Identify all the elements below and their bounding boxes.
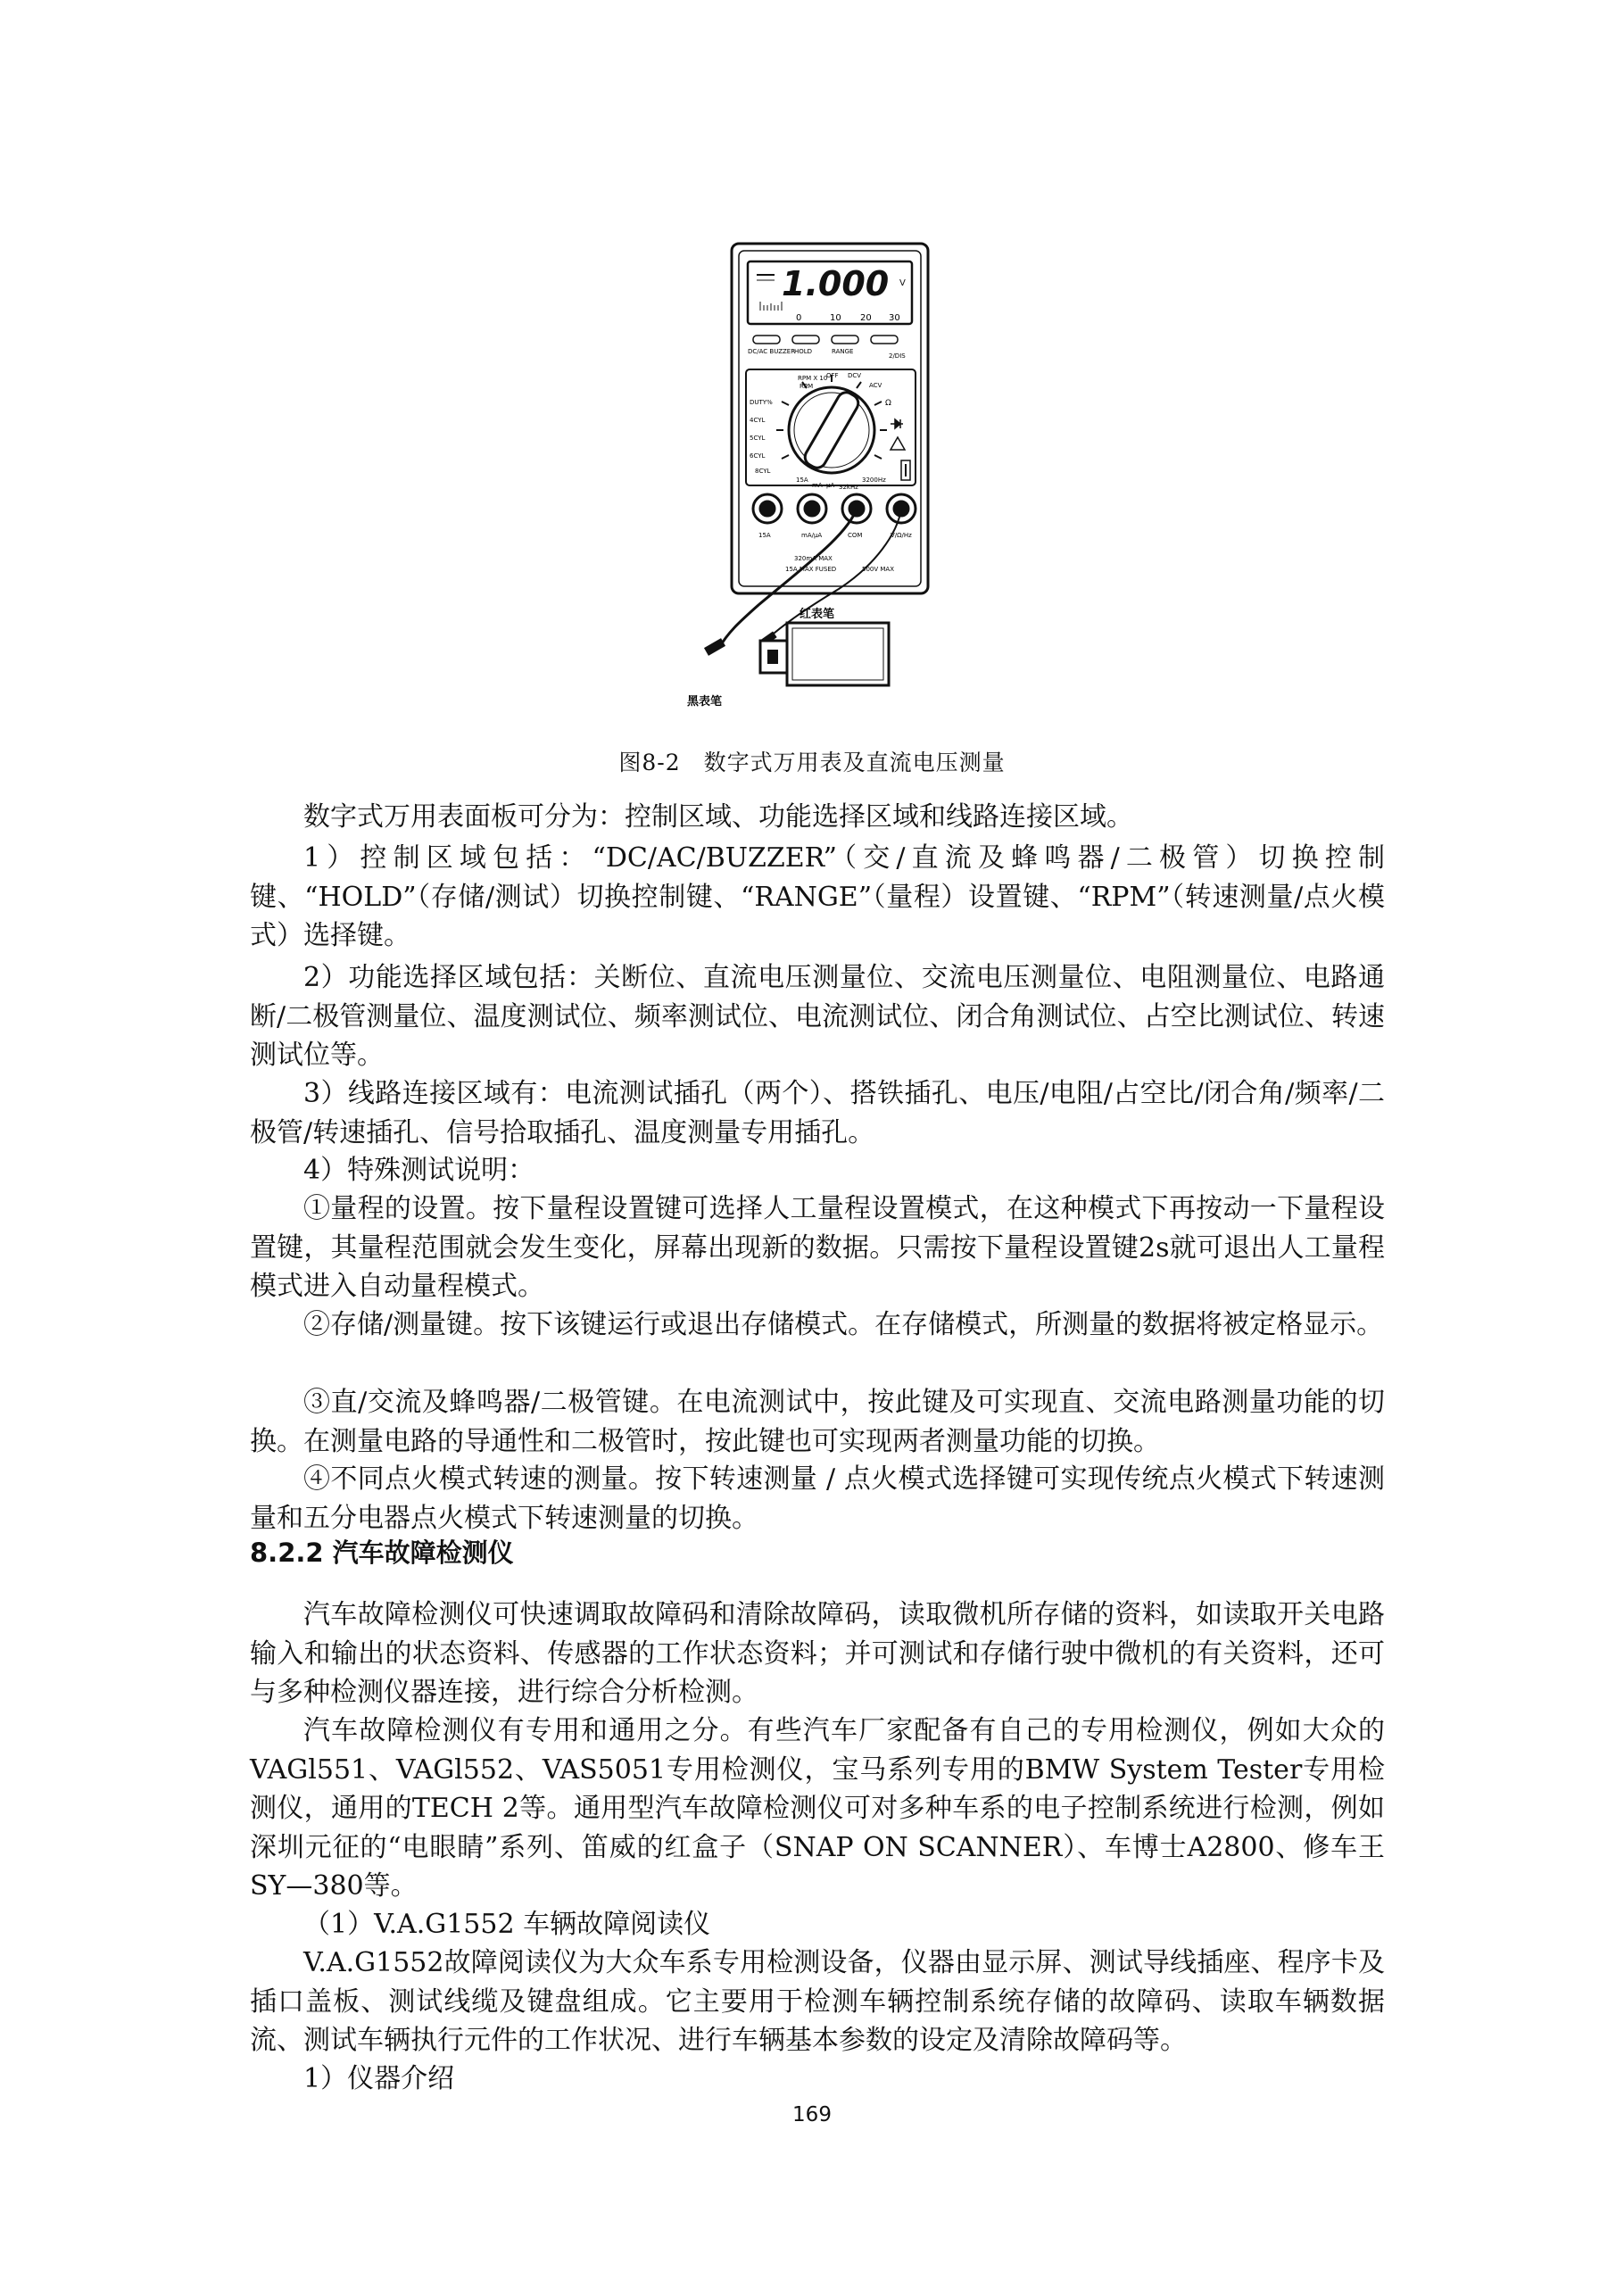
dial-label-8cyl: 8CYL bbox=[755, 468, 771, 475]
dial-label-4cyl: 4CYL bbox=[750, 417, 766, 424]
paragraph-connection-area: 3）线路连接区域有：电流测试插孔（两个）、搭铁插孔、电压/电阻/占空比/闭合角/频率/二极管/转速插孔、信号拾取插孔、温度测量专用插孔。 bbox=[250, 1078, 1385, 1148]
paragraph-vag1552-title: （1）V.A.G1552 车辆故障阅读仪 bbox=[303, 1909, 711, 1940]
dial-label-acv: ACV bbox=[869, 382, 882, 389]
jack-label-ma: mA/μA bbox=[801, 532, 823, 539]
dial-label-15a: 15A bbox=[796, 477, 808, 484]
dial-label-dcv: DCV bbox=[848, 372, 862, 379]
paragraph-scanner-types: 汽车故障检测仪有专用和通用之分。有些汽车厂家配备有自己的专用检测仪，例如大众的VAGl551、VAGl552、VAS5051专用检测仪，宝马系列专用的BMW System Tester专用检测仪，通用的TECH 2等。通用型汽车故障检测仪可对多种车系的电子控制系统进行检测，例如深圳元征的“电眼睛”系列、笛威的红盒子（SNAP ON SCANNER）、车博士A2800、修车王SY—380等。 bbox=[250, 1715, 1385, 1902]
warning-label-320ma: 320mA MAX bbox=[794, 555, 833, 562]
paragraph-scanner-intro: 汽车故障检测仪可快速调取故障码和清除故障码，读取微机所存储的资料，如读取开关电路输入和输出的状态资料、传感器的工作状态资料；并可测试和存储行驶中微机的有关资料，还可与多种检测仪器连接，进行综合分析检测。 bbox=[250, 1599, 1385, 1708]
dial-label-rpm: RPM bbox=[800, 383, 814, 390]
probe-label-black: 黑表笔 bbox=[687, 695, 723, 709]
paragraph-panel-areas: 数字式万用表面板可分为：控制区域、功能选择区域和线路连接区域。 bbox=[303, 801, 1133, 833]
warning-label-15a: 15A MAX FUSED bbox=[785, 566, 837, 573]
button-label-hold: HOLD bbox=[794, 348, 813, 355]
jack-label-15a: 15A bbox=[758, 532, 771, 539]
battery bbox=[787, 623, 889, 685]
dial-label-ohm: Ω bbox=[885, 399, 891, 408]
figure-caption: 图8-2 数字式万用表及直流电压测量 bbox=[618, 750, 1006, 775]
dial-label-ua: μA bbox=[826, 482, 835, 489]
paragraph-dcac-key: ③直/交流及蜂鸣器/二极管键。在电流测试中，按此键及可实现直、交流电路测量功能的切换。在测量电路的导通性和二极管时，按此键也可实现两者测量功能的切换。 bbox=[250, 1387, 1385, 1457]
button-label-range: RANGE bbox=[832, 348, 854, 355]
dial-label-ma: mA bbox=[812, 482, 823, 489]
paragraph-special-tests: 4）特殊测试说明： bbox=[303, 1155, 535, 1186]
button-label-rpm: 2/DIS bbox=[889, 352, 906, 360]
paragraph-range-setting: ①量程的设置。按下量程设置键可选择人工量程设置模式，在这种模式下再按动一下量程设置键，其量程范围就会发生变化，屏幕出现新的数据。只需按下量程设置键2s就可退出人工量程模式进入自动量程模式。 bbox=[250, 1193, 1385, 1302]
dial-label-5cyl: 5CYL bbox=[750, 435, 766, 442]
dial-label-3200hz: 3200Hz bbox=[862, 477, 886, 484]
paragraph-hold-key: ②存储/测量键。按下该键运行或退出存储模式。在存储模式，所测量的数据将被定格显示。 bbox=[303, 1309, 1384, 1340]
section-heading: 8.2.2 汽车故障检测仪 bbox=[250, 1538, 514, 1568]
dial-label-rpm10: RPM X 10 bbox=[798, 375, 828, 382]
paragraph-device-intro: 1）仪器介绍 bbox=[303, 2063, 455, 2094]
scale-tick-0: 0 bbox=[796, 313, 802, 323]
page-number: 169 bbox=[792, 2103, 832, 2126]
button-label-dcac: DC/AC BUZZER bbox=[748, 348, 796, 355]
dial-label-6cyl: 6CYL bbox=[750, 452, 766, 460]
warning-label-500v: 500V MAX bbox=[862, 566, 894, 573]
multimeter-figure bbox=[678, 239, 946, 712]
paragraph-function-area: 2）功能选择区域包括：关断位、直流电压测量位、交流电压测量位、电阻测量位、电路通断/二极管测量位、温度测试位、频率测试位、电流测试位、闭合角测试位、占空比测试位、转速测试位等。 bbox=[250, 962, 1385, 1071]
dial-label-32khz: 32kHz bbox=[839, 484, 858, 491]
scale-tick-30: 30 bbox=[889, 313, 900, 323]
jack-label-com: COM bbox=[848, 532, 863, 539]
dial-label-duty: DUTY% bbox=[750, 399, 773, 406]
scale-tick-10: 10 bbox=[830, 313, 841, 323]
display-reading: 1.000 bbox=[782, 264, 890, 303]
probe-label-red: 红表笔 bbox=[800, 608, 835, 621]
dial-label-off: OFF bbox=[826, 372, 839, 379]
paragraph-vag1552-desc: V.A.G1552故障阅读仪为大众车系专用检测设备，仪器由显示屏、测试导线插座、程序卡及插口盖板、测试线缆及键盘组成。它主要用于检测车辆控制系统存储的故障码、读取车辆数据流、测试车辆执行元件的工作状况、进行车辆基本参数的设定及清除故障码等。 bbox=[250, 1947, 1385, 2056]
paragraph-control-area: 1）控制区域包括：“DC/AC/BUZZER”（交/直流及蜂鸣器/二极管）切换控制键、“HOLD”（存储/测试）切换控制键、“RANGE”（量程）设置键、“RPM”（转速测量/点火模式）选择键。 bbox=[250, 842, 1385, 951]
scale-tick-20: 20 bbox=[860, 313, 872, 323]
jack-label-v: V/Ω/Hz bbox=[891, 532, 912, 539]
paragraph-rpm-mode: ④不同点火模式转速的测量。按下转速测量 / 点火模式选择键可实现传统点火模式下转速测量和五分电器点火模式下转速测量的切换。 bbox=[250, 1463, 1385, 1534]
display-unit: V bbox=[899, 278, 906, 288]
